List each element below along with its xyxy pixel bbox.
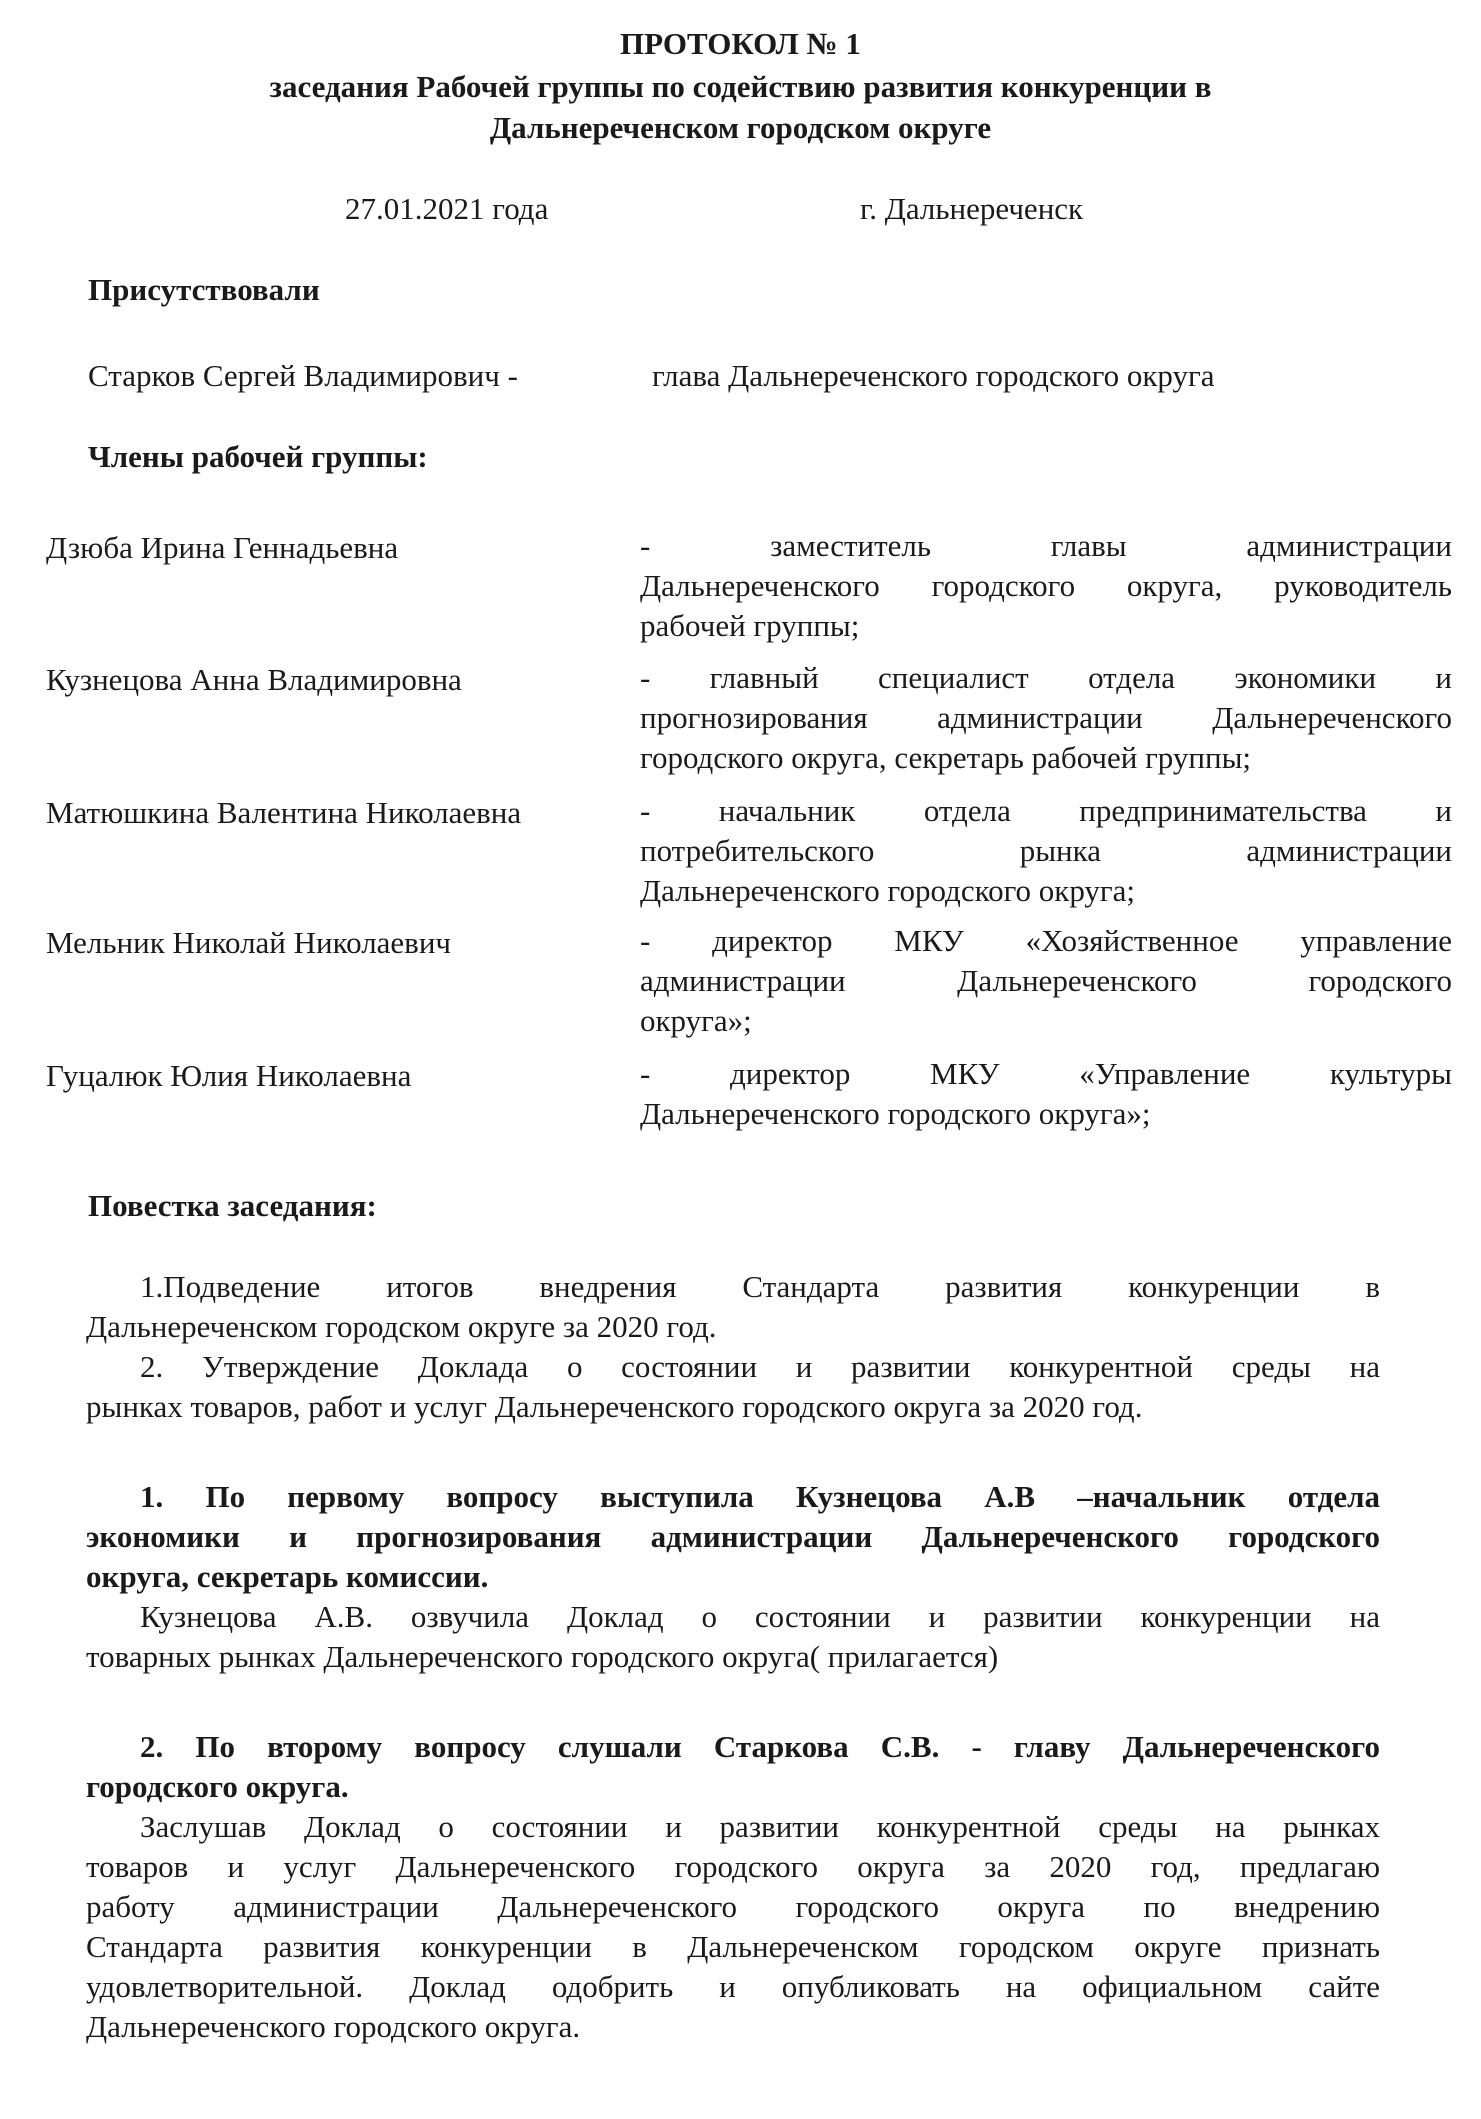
member-role-line: - директор МКУ «Хозяйственное управление (640, 923, 1452, 958)
meeting-date: 27.01.2021 года (345, 191, 549, 226)
member-role (640, 526, 1452, 646)
agenda-item-1 (86, 1267, 1380, 1347)
member-role-line: - заместитель главы администрации (640, 528, 1452, 563)
chair-role: глава Дальнереченского городского округа (652, 358, 1215, 393)
member-role-line: прогнозирования администрации Дальнереченского (640, 700, 1452, 735)
member-role (640, 1054, 1452, 1134)
member-name: Матюшкина Валентина Николаевна (46, 795, 522, 830)
question-text-line: товаров и услуг Дальнереченского городского округа за 2020 год, предлагаю (86, 1849, 1380, 1884)
question-line: экономики и прогнозирования администрации Дальнереченского городского (86, 1519, 1380, 1554)
member-role-line: рабочей группы; (640, 608, 860, 643)
agenda-heading: Повестка заседания: (88, 1188, 377, 1223)
member-role-line: городского округа, секретарь рабочей группы; (640, 740, 1252, 775)
agenda-item-2 (86, 1347, 1380, 1427)
question-text-line: Дальнереченского городского округа. (86, 2009, 581, 2044)
member-name: Мельник Николай Николаевич (46, 925, 451, 960)
member-role-line: потребительского рынка администрации (640, 833, 1452, 868)
question-text-line: работу администрации Дальнереченского городского округа по внедрению (86, 1889, 1380, 1924)
member-name: Гуцалюк Юлия Николаевна (46, 1058, 412, 1093)
member-role (640, 658, 1452, 778)
question-line: городского округа. (86, 1769, 349, 1804)
agenda-line: 2. Утверждение Доклада о состоянии и развитии конкурентной среды на (140, 1349, 1380, 1384)
protocol-title: ПРОТОКОЛ № 1 (620, 26, 861, 61)
question-text-line: товарных рынках Дальнереченского городского округа( прилагается) (86, 1639, 999, 1674)
member-role (640, 791, 1452, 911)
question-1-heading (86, 1477, 1380, 1597)
meeting-city: г. Дальнереченск (860, 191, 1084, 226)
agenda-line: Дальнереченском городском округе за 2020 год. (86, 1309, 717, 1344)
chair-name: Старков Сергей Владимирович - (88, 358, 518, 393)
member-role-line: Дальнереченского городского округа»; (640, 1096, 1151, 1131)
question-1-text (86, 1597, 1380, 1677)
question-text-line: Кузнецова А.В. озвучила Доклад о состоянии и развитии конкуренции на (140, 1599, 1380, 1634)
member-role-line: администрации Дальнереченского городского (640, 963, 1452, 998)
question-line: 1. По первому вопросу выступила Кузнецова А.В –начальник отдела (140, 1479, 1380, 1514)
question-2-heading (86, 1727, 1380, 1807)
members-heading: Члены рабочей группы: (88, 439, 428, 474)
agenda-line: 1.Подведение итогов внедрения Стандарта развития конкуренции в (140, 1269, 1380, 1304)
protocol-subtitle-line1: заседания Рабочей группы по содействию развития конкуренции в (269, 69, 1212, 104)
member-role (640, 921, 1452, 1041)
question-2-text (86, 1807, 1380, 2047)
question-text-line: Стандарта развития конкуренции в Дальнереченском городском округе признать (86, 1929, 1380, 1964)
protocol-subtitle-line2: Дальнереченском городском округе (489, 110, 992, 145)
question-text-line: удовлетворительной. Доклад одобрить и опубликовать на официальном сайте (86, 1969, 1380, 2004)
question-line: округа, секретарь комиссии. (86, 1559, 489, 1594)
question-line: 2. По второму вопросу слушали Старкова С.В. - главу Дальнереченского (140, 1729, 1380, 1764)
present-heading: Присутствовали (88, 272, 320, 307)
member-role-line: - директор МКУ «Управление культуры (640, 1056, 1452, 1091)
question-text-line: Заслушав Доклад о состоянии и развитии конкурентной среды на рынках (140, 1809, 1380, 1844)
agenda-line: рынках товаров, работ и услуг Дальнереченского городского округа за 2020 год. (86, 1389, 1143, 1424)
member-role-line: - начальник отдела предпринимательства и (640, 793, 1452, 828)
member-name: Дзюба Ирина Геннадьевна (46, 530, 399, 565)
member-role-line: Дальнереченского городского округа, руководитель (640, 568, 1452, 603)
member-role-line: округа»; (640, 1003, 752, 1038)
member-role-line: Дальнереченского городского округа; (640, 873, 1136, 908)
member-name: Кузнецова Анна Владимировна (46, 662, 462, 697)
member-role-line: - главный специалист отдела экономики и (640, 660, 1452, 695)
